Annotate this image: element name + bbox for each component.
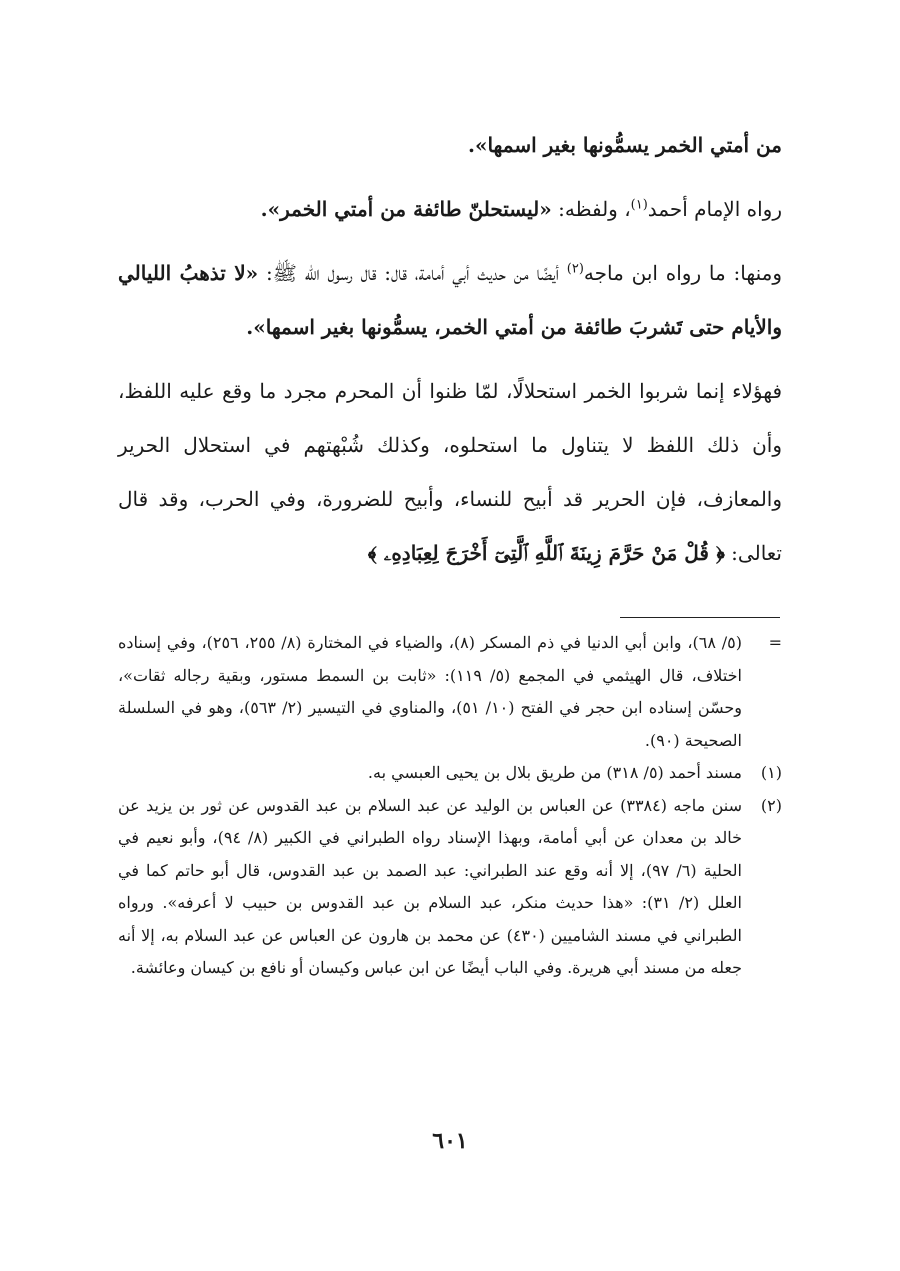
footnote-ref-2[interactable]: (٢) (566, 261, 584, 277)
footnote-2 (118, 790, 782, 985)
footnote-text: مسند أحمد (٥/ ٣١٨) من طريق بلال بن يحيى العبسي به. (367, 763, 742, 782)
paragraph-4 (118, 364, 782, 580)
footnotes (118, 627, 782, 985)
footnote-ref-1[interactable]: (١) (630, 197, 648, 213)
footnote-text: سنن ماجه (٣٣٨٤) عن العباس بن الوليد عن عبد السلام بن عبد القدوس عن ثور بن يزيد عن خالد بن معدان عن أبي أمامة، وبهذا الإسناد رواه الطبراني في الكبير (٨/ ٩٤)، وأبو نعيم في الحلية (٦/ ٩٧)، إلا أنه وقع عند الطبراني: عبد الصمد بن عبد القدوس، قال أبو حاتم كما في العلل (٢/ ٣١): «هذا حديث منكر، عبد السلام بن عبد القدوس بن حبيب لا أعرفه». ورواه الطبراني في مسند الشاميين (٤٣٠) عن محمد بن هارون عن العباس عن عبد السلام به، إلا أنه جعله من مسند أبي هريرة. وفي الباب أيضًا عن ابن عباس وكيسان أو نافع بن كيسان وعائشة. (118, 795, 743, 977)
p2-mid: ، ولفظه: (551, 197, 631, 221)
hadith-end-text: من أمتي الخمر يسمُّونها بغير اسمها». (467, 133, 782, 157)
main-text (118, 118, 782, 580)
p2-quote: «ليستحلنّ طائفة من أمتي الخمر». (260, 197, 552, 221)
paragraph-1 (118, 118, 782, 172)
footnote-1 (118, 757, 782, 790)
paragraph-3 (118, 246, 782, 354)
p3-lead: ومنها: ما رواه ابن ماجه (583, 261, 782, 285)
p3-quote: «لا تذهبُ الليالي والأيام حتى تَشربَ طائفة من أمتي الخمر، يسمُّونها بغير اسمها». (118, 261, 782, 339)
footnote-text: (٥/ ٦٨)، وابن أبي الدنيا في ذم المسكر (٨)، والضياء في المختارة (٨/ ٢٥٥، ٢٥٦)، وفي إسناده اختلاف، قال الهيثمي في المجمع (٥/ ١١٩): «ثابت بن السمط مستور، وبقية رجاله ثقات»، وحسّن إسناده ابن حجر في الفتح (١٠/ ٥١)، والمناوي في التيسير (٢/ ٥٦٣)، وهو في السلسلة الصحيحة (٩٠). (118, 633, 743, 750)
footnote-separator (620, 617, 780, 618)
footnote-mark: (٢) (760, 795, 782, 815)
footnote-continued (118, 627, 782, 757)
footnote-mark: (١) (760, 763, 782, 782)
p4-text: فهؤلاء إنما شربوا الخمر استحلالًا، لمّا ظنوا أن المحرم مجرد ما وقع عليه اللفظ، وأن ذلك اللفظ لا يتناول ما استحلوه، وكذلك شُبْهتهم في استحلال الحرير والمعازف، فإن الحرير قد أبيح للنساء، وأبيح للضرورة، وفي الحرب، وقد قال تعالى: (118, 379, 782, 565)
footnote-mark: = (768, 633, 782, 652)
quran-verse: ﴿ قُلْ مَنْ حَرَّمَ زِينَةَ ٱللَّهِ ٱلَّتِىٓ أَخْرَجَ لِعِبَادِهِۦ ﴾ (367, 541, 725, 565)
p3-mid: أيضًا من حديث أبي أمامة، قال: قال رسول الله ﷺ: (258, 261, 567, 285)
page-number: ٦٠١ (432, 1128, 468, 1154)
paragraph-2 (118, 182, 782, 236)
p2-lead: رواه الإمام أحمد (647, 197, 782, 221)
